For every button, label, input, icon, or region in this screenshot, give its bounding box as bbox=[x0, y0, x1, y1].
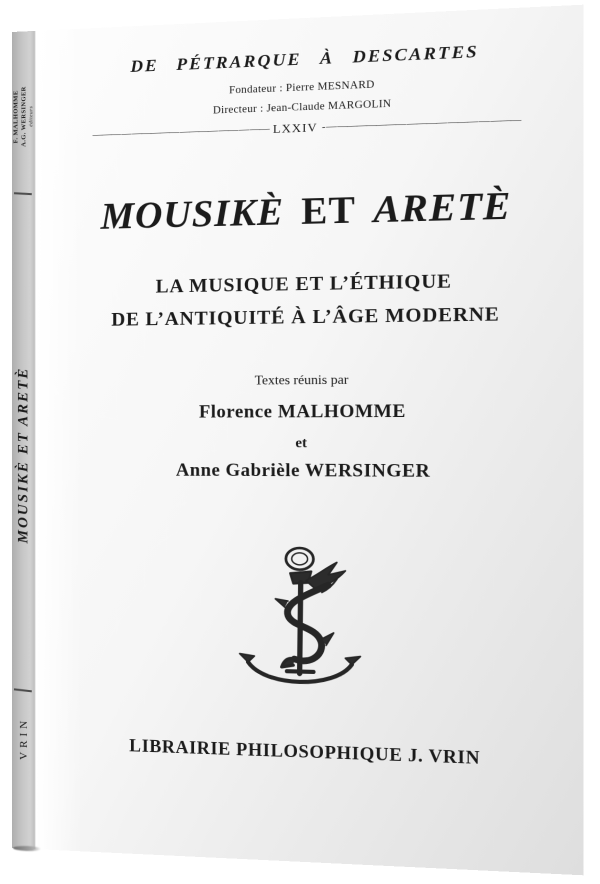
collection-director: Directeur : Jean-Claude MARGOLIN bbox=[212, 98, 392, 117]
spine-editors-role: éditeurs bbox=[28, 105, 35, 127]
byline: Textes réunis par bbox=[254, 371, 349, 388]
book-subtitle-line1: LA MUSIQUE ET L’ÉTHIQUE bbox=[155, 270, 452, 298]
book bbox=[12, 5, 584, 876]
publisher-name: LIBRAIRIE PHILOSOPHIQUE J. VRIN bbox=[129, 734, 481, 769]
book-front-cover bbox=[36, 5, 584, 876]
publisher-logo bbox=[36, 540, 584, 718]
spine-editor-1: F. MALHOMME bbox=[11, 90, 19, 144]
spine-divider-bottom bbox=[14, 688, 32, 692]
editor-name-2: Anne Gabrièle WERSINGER bbox=[175, 459, 431, 481]
book-title bbox=[36, 182, 584, 241]
rule-dashes-left: ——— — ————— ———— —— — —— bbox=[92, 123, 269, 142]
title-conjunction: ET bbox=[301, 189, 356, 234]
anchor-dolphin-icon bbox=[235, 543, 368, 707]
title-word-1: MOUSIKÈ bbox=[100, 191, 285, 238]
book-subtitle-line2: DE L’ANTIQUITÉ À L’ÂGE MODERNE bbox=[111, 303, 500, 331]
collection-title: DE PÉTRARQUE À DESCARTES bbox=[130, 41, 479, 77]
volume-number: LXXIV bbox=[272, 119, 318, 136]
spine-editor-2: A.G. WERSINGER bbox=[19, 86, 27, 148]
collection-founder: Fondateur : Pierre MESNARD bbox=[229, 79, 375, 97]
editors-conjunction: et bbox=[295, 435, 307, 452]
spine-shadow bbox=[13, 846, 41, 852]
book-spine: F. MALHOMME A.G. WERSINGER éditeurs MOUSIKÈ ET ARETÈ VRIN bbox=[12, 31, 36, 849]
title-word-2: ARETÈ bbox=[373, 184, 512, 232]
editor-name-1: Florence MALHOMME bbox=[198, 400, 406, 422]
rule-dashes-right: - — ——————— ———— ——— — ——— bbox=[321, 114, 521, 134]
spine-divider-top bbox=[14, 192, 32, 195]
